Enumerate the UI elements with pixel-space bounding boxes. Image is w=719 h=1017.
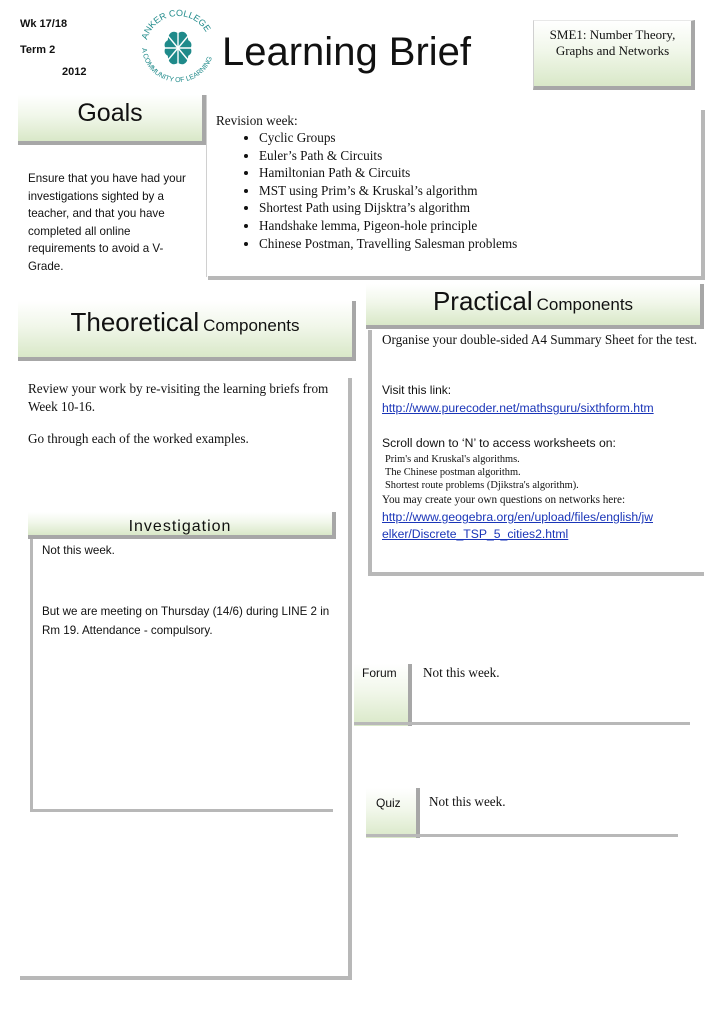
week-label: Wk 17/18 bbox=[20, 18, 68, 30]
year-label: 2012 bbox=[62, 66, 87, 78]
quiz-label-box bbox=[366, 788, 420, 838]
list-item: • MST using Prim’s & Kruskal’s algorithm bbox=[259, 182, 517, 200]
practical-heading-main: Practical bbox=[432, 286, 533, 316]
revision-box-left-border bbox=[206, 95, 207, 277]
revision-box-right-border bbox=[701, 110, 705, 280]
worksheet-item: Shortest route problems (Djikstra's algorithm). bbox=[385, 480, 579, 491]
practical-summary: Organise your double-sided A4 Summary Sheet for the test. bbox=[382, 332, 698, 347]
goals-text: Ensure that you have had your investigations sighted by a teacher, and that you have completed all online requirements to avoid a V-Grade. bbox=[28, 172, 186, 273]
college-logo bbox=[132, 8, 224, 84]
list-item: • Hamiltonian Path & Circuits bbox=[259, 164, 517, 182]
forum-box-bottom-border bbox=[354, 722, 690, 725]
theoretical-header bbox=[18, 301, 356, 361]
list-item: • Chinese Postman, Travelling Salesman problems bbox=[259, 235, 517, 253]
geogebra-link-line-2: elker/Discrete_TSP_5_cities2.html bbox=[382, 527, 569, 541]
theoretical-text-1: Review your work by re-visiting the learning briefs from Week 10-16. bbox=[28, 381, 329, 414]
practical-header bbox=[366, 284, 704, 329]
term-label: Term 2 bbox=[20, 44, 56, 56]
geogebra-link[interactable] bbox=[382, 509, 653, 543]
list-item: • Euler’s Path & Circuits bbox=[259, 147, 517, 165]
revision-box-bottom-border bbox=[208, 276, 705, 280]
theoretical-box-right-border bbox=[348, 378, 352, 978]
worksheet-item: The Chinese postman algorithm. bbox=[385, 467, 521, 478]
practical-visit-label: Visit this link: bbox=[382, 383, 452, 397]
revision-list bbox=[215, 129, 517, 252]
investigation-header bbox=[28, 512, 336, 539]
investigation-text-2: But we are meeting on Thursday (14/6) during LINE 2 in Rm 19. Attendance - compulsory. bbox=[42, 605, 330, 637]
geogebra-link-line-1: http://www.geogebra.org/en/upload/files/english/jw bbox=[382, 510, 653, 524]
subject-text: SME1: Number Theory, Graphs and Networks bbox=[549, 27, 676, 58]
practical-box-bottom-border bbox=[368, 572, 704, 576]
worksheet-item: Prim's and Kruskal's algorithms. bbox=[385, 454, 520, 465]
forum-label: Forum bbox=[362, 666, 397, 680]
investigation-text-1: Not this week. bbox=[42, 544, 115, 557]
list-item: • Cyclic Groups bbox=[259, 129, 517, 147]
theoretical-heading-sub: Components bbox=[203, 316, 300, 335]
subject-box bbox=[533, 20, 695, 90]
practical-scroll-text: Scroll down to ‘N’ to access worksheets on: bbox=[382, 436, 616, 450]
revision-intro: Revision week: bbox=[216, 113, 298, 128]
quiz-label: Quiz bbox=[376, 796, 401, 810]
goals-header bbox=[18, 95, 206, 145]
goals-heading: Goals bbox=[77, 99, 143, 127]
page-title: Learning Brief bbox=[222, 30, 472, 74]
practical-create-text: You may create your own questions on networks here: bbox=[382, 494, 626, 506]
theoretical-text-2: Go through each of the worked examples. bbox=[28, 431, 249, 446]
theoretical-heading-main: Theoretical bbox=[70, 307, 200, 337]
quiz-box-bottom-border bbox=[366, 834, 678, 837]
quiz-text: Not this week. bbox=[429, 794, 506, 809]
practical-box-left-border bbox=[368, 330, 372, 576]
practical-heading bbox=[366, 286, 700, 317]
theoretical-box-bottom-border bbox=[20, 976, 352, 980]
investigation-box bbox=[30, 539, 333, 812]
forum-label-box bbox=[354, 664, 412, 726]
forum-text: Not this week. bbox=[423, 665, 500, 680]
logo-text-top: ANKER COLLEGE bbox=[139, 8, 213, 41]
investigation-heading: Investigation bbox=[128, 518, 232, 535]
list-item: • Handshake lemma, Pigeon-hole principle bbox=[259, 217, 517, 235]
purecoder-link[interactable]: http://www.purecoder.net/mathsguru/sixthform.htm bbox=[382, 401, 654, 415]
logo-text-bottom: A COMMUNITY OF LEARNING bbox=[140, 47, 215, 84]
practical-heading-sub: Components bbox=[536, 295, 634, 314]
theoretical-heading bbox=[18, 307, 352, 338]
list-item: • Shortest Path using Dijsktra’s algorithm bbox=[259, 199, 517, 217]
